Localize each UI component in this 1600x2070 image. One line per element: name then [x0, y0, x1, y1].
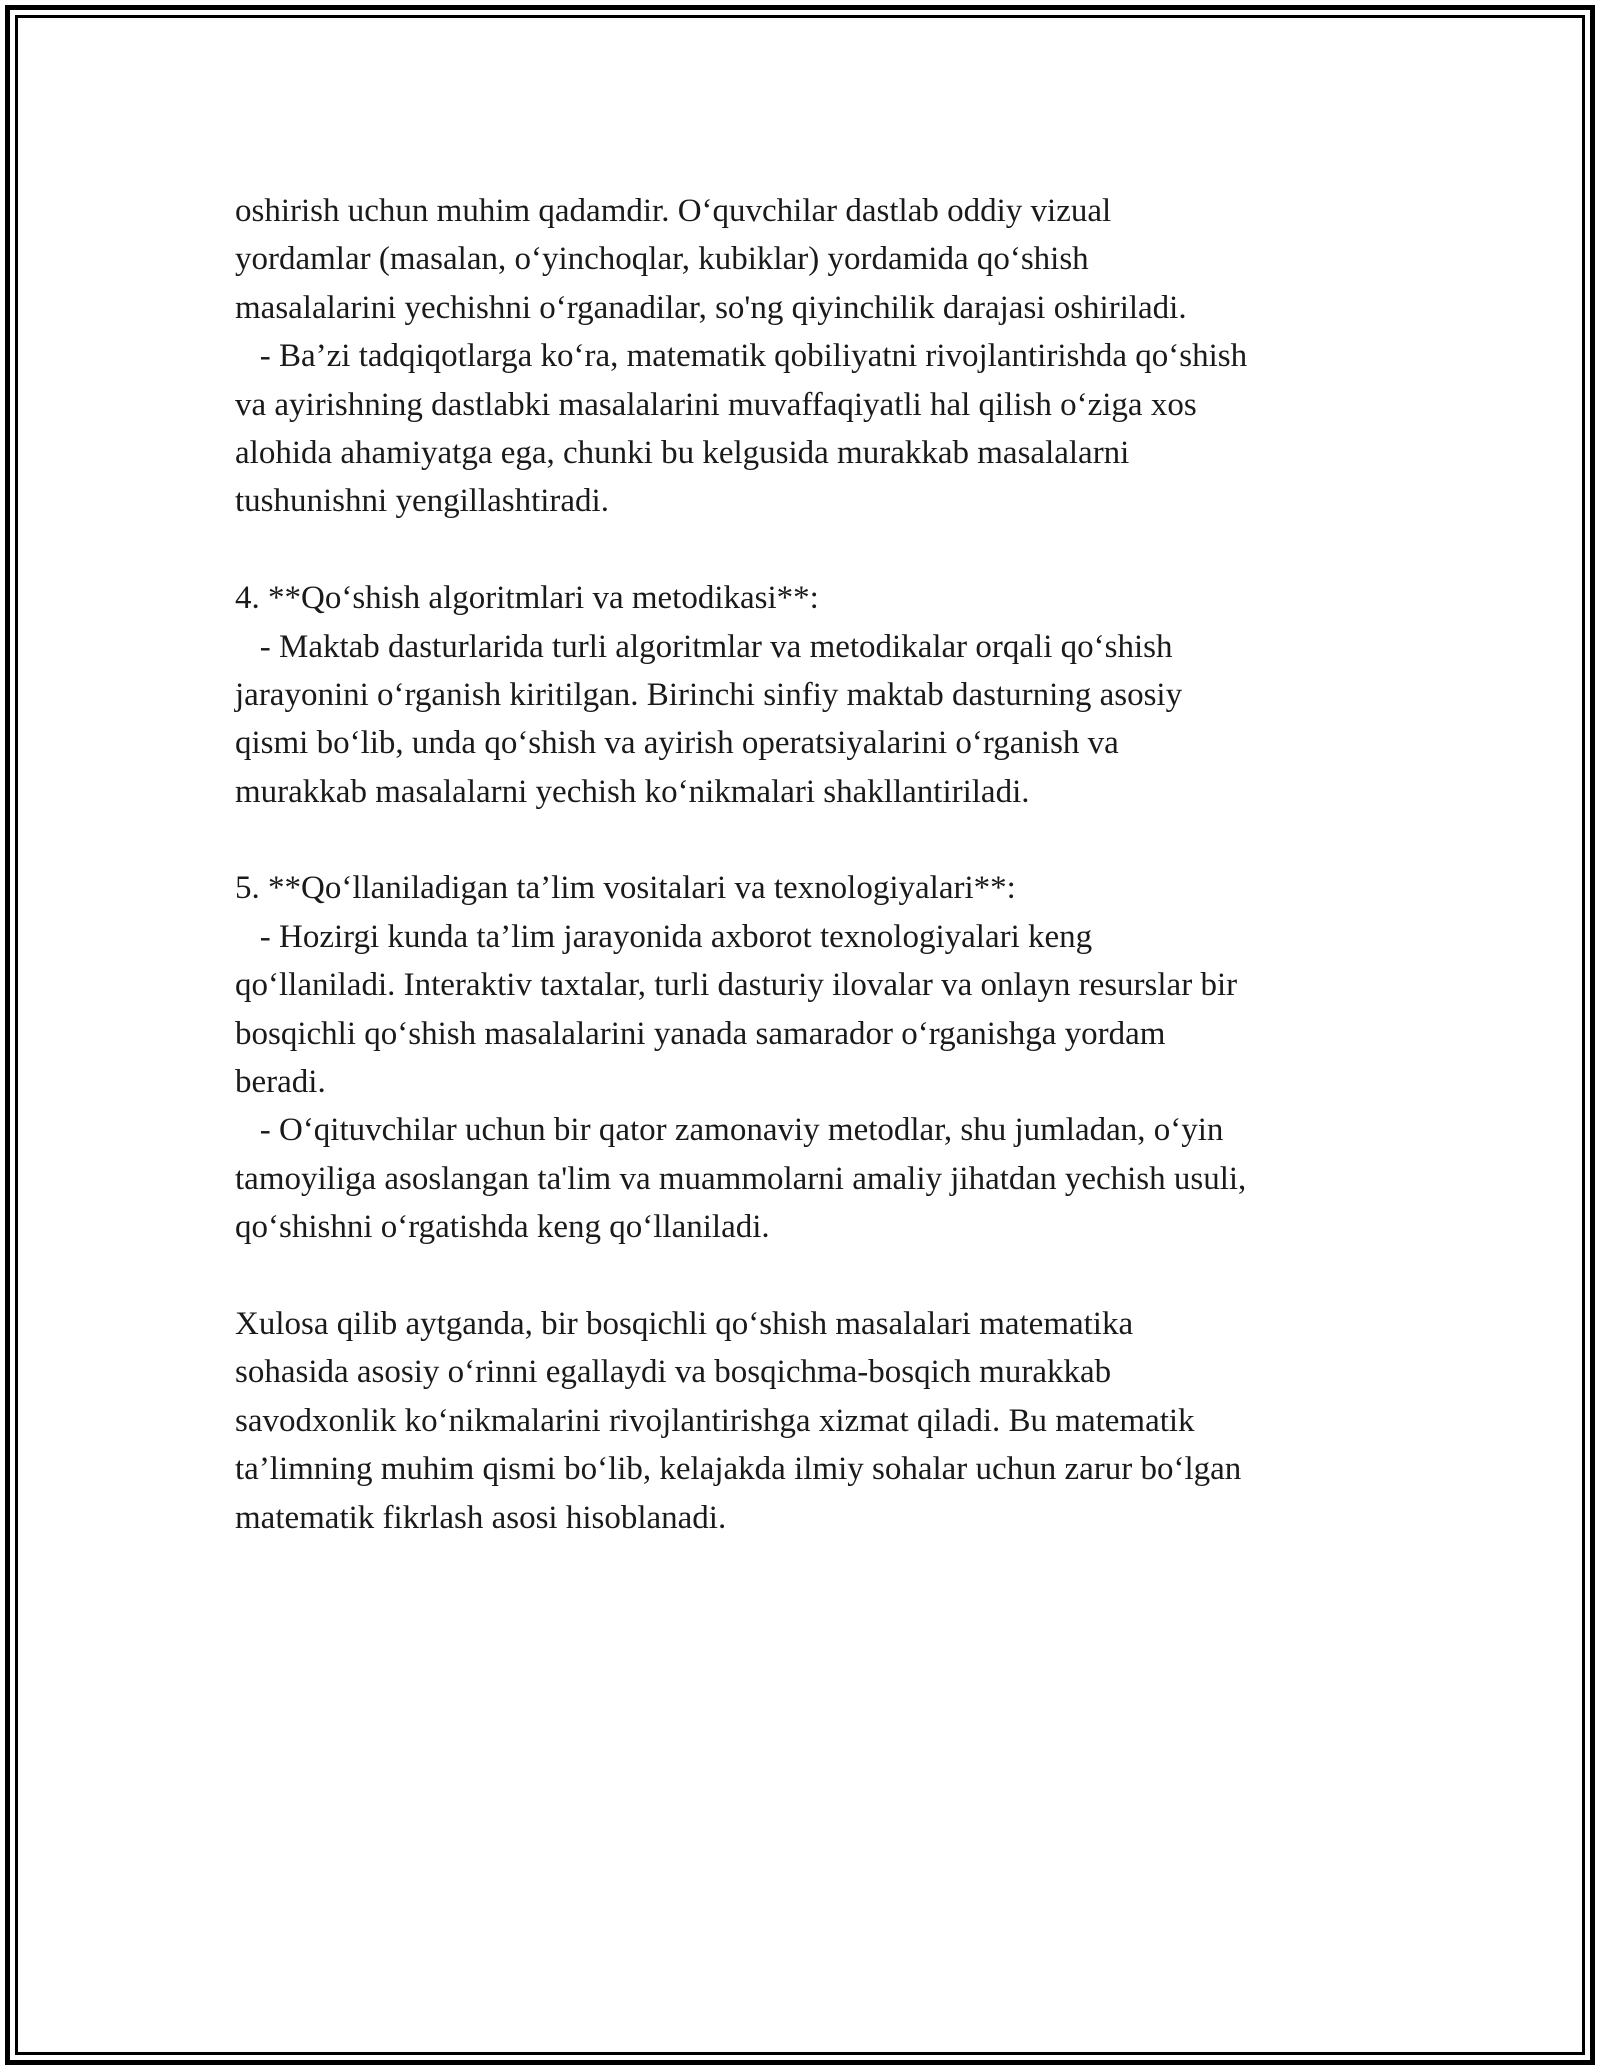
text-line: oshirish uchun muhim qadamdir. O‘quvchilar dastlab oddiy vizual	[235, 193, 1112, 229]
text-line: - Maktab dasturlarida turli algoritmlar va metodikalar orqali qo‘shish	[235, 628, 1173, 665]
text-line: va ayirishning dastlabki masalalarini muvaffaqiyatli hal qilish o‘ziga xos	[235, 386, 1197, 423]
text-line: 4. **Qo‘shish algoritmlari va metodikasi**:	[235, 580, 819, 617]
text-line: tamoyiliga asoslangan ta'lim va muammolarni amaliy jihatdan yechish usuli,	[235, 1160, 1247, 1197]
text-line: bosqichli qo‘shish masalalarini yanada samarador o‘rganishga yordam	[235, 1015, 1166, 1052]
text-line: - O‘qituvchilar uchun bir qator zamonaviy metodlar, shu jumladan, o‘yin	[235, 1112, 1224, 1149]
text-line: masalalarini yechishni o‘rganadilar, so'ng qiyinchilik darajasi oshiriladi.	[235, 289, 1187, 326]
text-line: tushunishni yengillashtiradi.	[235, 483, 609, 520]
text-line: qismi bo‘lib, unda qo‘shish va ayirish operatsiyalarini o‘rganish va	[235, 725, 1119, 762]
text-line: qo‘llaniladi. Interaktiv taxtalar, turli dasturiy ilovalar va onlayn resurslar bir	[235, 967, 1238, 1004]
text-line: ta’limning muhim qismi bo‘lib, kelajakda ilmiy sohalar uchun zarur bo‘lgan	[235, 1451, 1242, 1488]
text-line: 5. **Qo‘llaniladigan ta’lim vositalari va texnologiyalari**:	[235, 870, 1016, 907]
document-body	[235, 187, 1375, 1542]
text-line: matematik fikrlash asosi hisoblanadi.	[235, 1499, 727, 1536]
text-line: - Hozirgi kunda ta’lim jarayonida axborot texnologiyalari keng	[235, 918, 1093, 955]
text-line: - Ba’zi tadqiqotlarga ko‘ra, matematik qobiliyatni rivojlantirishda qo‘shish	[235, 338, 1248, 375]
text-line: jarayonini o‘rganish kiritilgan. Birinchi sinfiy maktab dasturning asosiy	[235, 676, 1183, 713]
text-line: beradi.	[235, 1064, 326, 1101]
text-line: Xulosa qilib aytganda, bir bosqichli qo‘shish masalalari matematika	[235, 1305, 1134, 1342]
text-line: qo‘shishni o‘rgatishda keng qo‘llaniladi.	[235, 1209, 770, 1246]
text-line: savodxonlik ko‘nikmalarini rivojlantirishga xizmat qiladi. Bu matematik	[235, 1402, 1195, 1439]
text-line: sohasida asosiy o‘rinni egallaydi va bosqichma-bosqich murakkab	[235, 1354, 1112, 1391]
blank-line	[235, 1252, 1375, 1300]
text-line: yordamlar (masalan, o‘yinchoqlar, kubiklar) yordamida qo‘shish	[235, 241, 1089, 278]
blank-line	[235, 816, 1375, 864]
blank-line	[235, 526, 1375, 574]
text-line: alohida ahamiyatga ega, chunki bu kelgusida murakkab masalalarni	[235, 434, 1130, 471]
text-line: murakkab masalalarni yechish ko‘nikmalari shakllantiriladi.	[235, 773, 1030, 810]
